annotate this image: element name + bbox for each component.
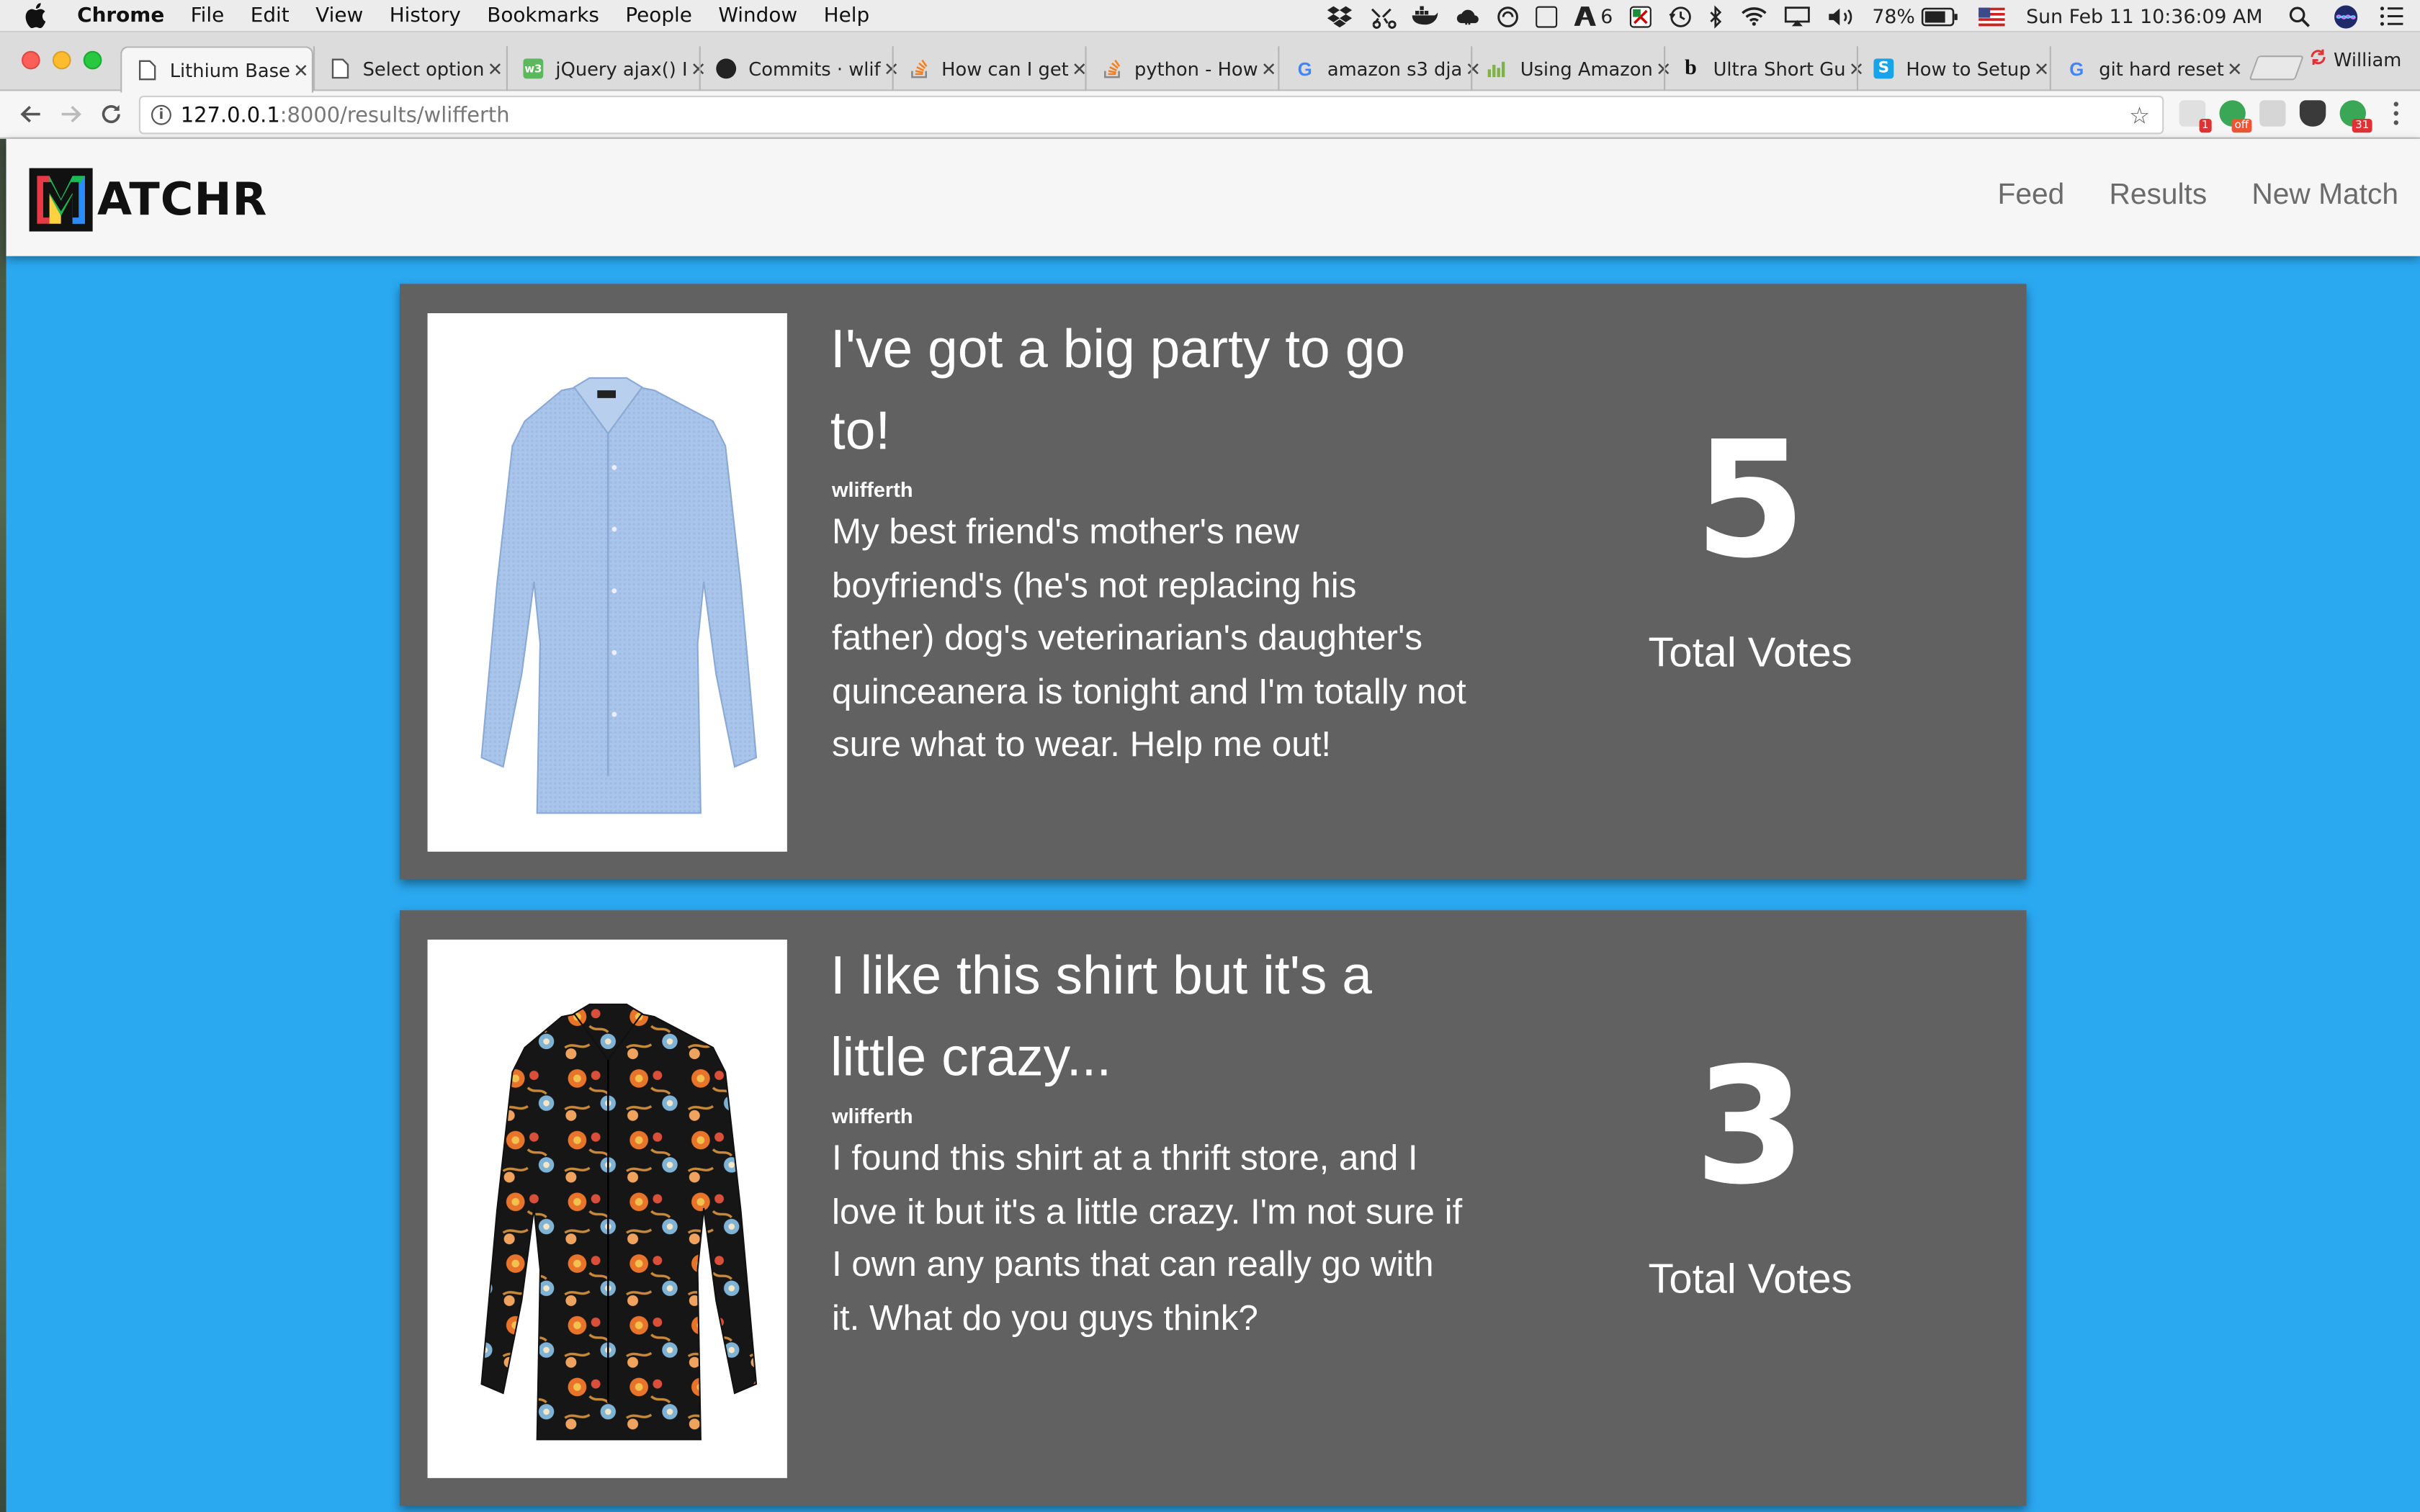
vote-count: 3 (1694, 1032, 1806, 1220)
post-description: My best friend's mother's new boyfriend's (he's not replacing his father) dog's veterinarian's daughter's quinceanera is tonight and I'm totally not sure what to wear. Help me out! (832, 510, 1466, 765)
time-machine-icon[interactable] (1668, 6, 1691, 27)
post-author[interactable]: wlifferth (832, 478, 913, 502)
close-tab-icon[interactable]: ✕ (1072, 58, 1088, 80)
extension-badge-icon[interactable] (1630, 6, 1652, 27)
post-author[interactable]: wlifferth (832, 1104, 913, 1128)
page-icon (331, 58, 351, 78)
tab-label: How to Setup (1906, 58, 2031, 80)
browser-tab-strip (0, 32, 2420, 91)
blue-shirt-icon (438, 374, 777, 791)
pocket-icon[interactable] (2300, 100, 2326, 126)
window-controls (22, 51, 102, 70)
tab-label: Commits · wlif (748, 58, 881, 80)
menu-view[interactable]: View (315, 4, 364, 27)
site-nav (1997, 179, 2398, 213)
tab-label: git hard reset (2099, 58, 2224, 80)
tab-how-to-setup[interactable] (1857, 46, 2050, 91)
menu-bookmarks[interactable]: Bookmarks (487, 4, 599, 27)
window-grid-icon[interactable] (1536, 6, 1557, 27)
chart-icon (1488, 58, 1508, 78)
extension-icon[interactable] (2259, 100, 2285, 126)
dropbox-icon[interactable] (1327, 6, 1352, 27)
close-window-button[interactable] (22, 51, 40, 70)
tab-using-amazon[interactable] (1471, 46, 1672, 91)
close-tab-icon[interactable]: ✕ (690, 58, 707, 80)
extension-icon[interactable]: 1 (2179, 100, 2205, 126)
post-title: I've got a big party to go to! (830, 319, 1406, 462)
us-flag-icon[interactable] (1978, 7, 2004, 26)
tab-label: Lithium Base (169, 59, 290, 81)
close-tab-icon[interactable]: ✕ (293, 59, 309, 81)
reload-icon[interactable] (97, 100, 125, 128)
outfit-image[interactable] (428, 940, 787, 1478)
google-icon: G (1297, 58, 1312, 80)
profile-sync-icon (2309, 48, 2328, 71)
cloud-icon[interactable] (1456, 6, 1480, 27)
menu-window[interactable]: Window (718, 4, 798, 27)
menu-history[interactable]: History (389, 4, 461, 27)
tab-how-can-i-get[interactable] (892, 46, 1088, 91)
page-icon (138, 60, 158, 81)
address-path: :8000/results/wlifferth (279, 102, 510, 127)
nav-results[interactable]: Results (2109, 179, 2208, 212)
google-icon: G (2069, 58, 2084, 80)
s-icon: S (1873, 58, 1894, 78)
forward-arrow-icon[interactable] (57, 100, 85, 128)
siri-icon[interactable] (2334, 4, 2358, 28)
floral-shirt-icon (438, 1001, 777, 1418)
extensions-area (2179, 100, 2370, 132)
apple-icon[interactable] (24, 3, 49, 27)
profile-name: William (2334, 48, 2402, 71)
macos-menu-bar (0, 0, 2420, 32)
close-tab-icon[interactable]: ✕ (487, 58, 503, 80)
tab-label: Ultra Short Gu (1713, 58, 1846, 80)
nav-feed[interactable]: Feed (1997, 179, 2065, 212)
site-info-icon[interactable]: i (151, 105, 171, 125)
tab-label: How can I get (941, 58, 1069, 80)
extension-icon[interactable]: 31 (2340, 100, 2366, 126)
volume-icon[interactable] (1827, 6, 1855, 27)
tab-git-hard-reset[interactable] (2050, 46, 2243, 91)
vote-count-label: Total Votes (1648, 1256, 1852, 1302)
back-arrow-icon[interactable] (17, 100, 45, 128)
tab-ultra-short-guide[interactable] (1664, 46, 1865, 91)
nav-new-match[interactable]: New Match (2251, 179, 2398, 212)
post-description: I found this shirt at a thrift store, and I love it but it's a little crazy. I'm not sure if I own any pants that can really go with it. What do you guys think? (832, 1137, 1463, 1338)
vote-count-label: Total Votes (1648, 629, 1852, 676)
b-icon: b (1685, 56, 1697, 80)
close-tab-icon[interactable]: ✕ (2227, 58, 2243, 80)
tab-label: python - How (1134, 58, 1258, 80)
close-tab-icon[interactable]: ✕ (1465, 58, 1482, 80)
close-tab-icon[interactable]: ✕ (2033, 58, 2050, 80)
tab-select-option[interactable] (313, 46, 506, 91)
tab-label: Select option (362, 58, 485, 80)
menubar-datetime[interactable]: Sun Feb 11 10:36:09 AM (2026, 4, 2263, 28)
minimize-window-button[interactable] (53, 51, 71, 70)
tab-jquery-ajax[interactable] (506, 46, 707, 91)
result-card (400, 284, 2027, 879)
sync-circle-icon[interactable] (1497, 6, 1519, 27)
docker-icon[interactable] (1411, 6, 1439, 27)
scissors-icon[interactable] (1369, 6, 1394, 27)
spotlight-search-icon[interactable] (2289, 6, 2311, 27)
logo-text: ATCHR (97, 173, 268, 225)
address-bar[interactable] (139, 96, 2164, 135)
post-title: I like this shirt but it's a little crazy... (830, 945, 1372, 1088)
new-tab-button[interactable] (2249, 55, 2304, 80)
notification-count: 6 (1600, 4, 1613, 28)
vote-count: 5 (1694, 405, 1806, 594)
browser-toolbar (0, 91, 2420, 138)
tab-python-how[interactable] (1085, 46, 1278, 91)
logo-m-mark-icon (30, 168, 93, 232)
profile-button[interactable] (2309, 48, 2402, 71)
notification-center-icon[interactable] (2380, 6, 2404, 27)
menu-edit[interactable]: Edit (250, 4, 290, 27)
chrome-menu-icon[interactable] (2394, 102, 2398, 125)
w3-icon: w3 (523, 58, 543, 78)
matchr-logo[interactable] (30, 168, 268, 232)
desktop-edge (0, 139, 6, 1512)
close-tab-icon[interactable]: ✕ (883, 58, 900, 80)
stackoverflow-icon (1102, 58, 1122, 78)
stackoverflow-icon (909, 58, 929, 78)
tab-lithium-base[interactable] (120, 46, 313, 92)
extension-icon[interactable]: off (2219, 100, 2245, 126)
site-header (6, 139, 2420, 256)
address-host: 127.0.0.1 (180, 102, 280, 127)
close-tab-icon[interactable]: ✕ (1848, 58, 1865, 80)
battery-icon[interactable] (1921, 7, 1958, 26)
adobe-icon[interactable] (1574, 6, 1596, 27)
tab-label: jQuery ajax() I (555, 58, 688, 80)
menu-help[interactable]: Help (823, 4, 870, 27)
airplay-icon[interactable] (1784, 6, 1810, 27)
github-icon (716, 58, 736, 78)
close-tab-icon[interactable]: ✕ (1260, 58, 1277, 80)
result-card (400, 910, 2027, 1506)
menu-status-area (1310, 0, 2404, 32)
menu-file[interactable]: File (190, 4, 225, 27)
bluetooth-icon[interactable] (1708, 6, 1724, 27)
tab-label: amazon s3 dja (1327, 58, 1463, 80)
battery-percent: 78% (1872, 4, 1915, 28)
bookmark-star-icon[interactable]: ☆ (2129, 102, 2150, 130)
outfit-image[interactable] (428, 313, 787, 852)
close-tab-icon[interactable]: ✕ (1656, 58, 1672, 80)
tab-amazon-s3[interactable] (1278, 46, 1482, 91)
zoom-window-button[interactable] (84, 51, 102, 70)
menu-people[interactable]: People (625, 4, 692, 27)
tab-label: Using Amazon (1520, 58, 1653, 80)
menu-app-name[interactable]: Chrome (77, 4, 165, 27)
tab-commits[interactable] (699, 46, 900, 91)
wifi-icon[interactable] (1741, 6, 1767, 27)
